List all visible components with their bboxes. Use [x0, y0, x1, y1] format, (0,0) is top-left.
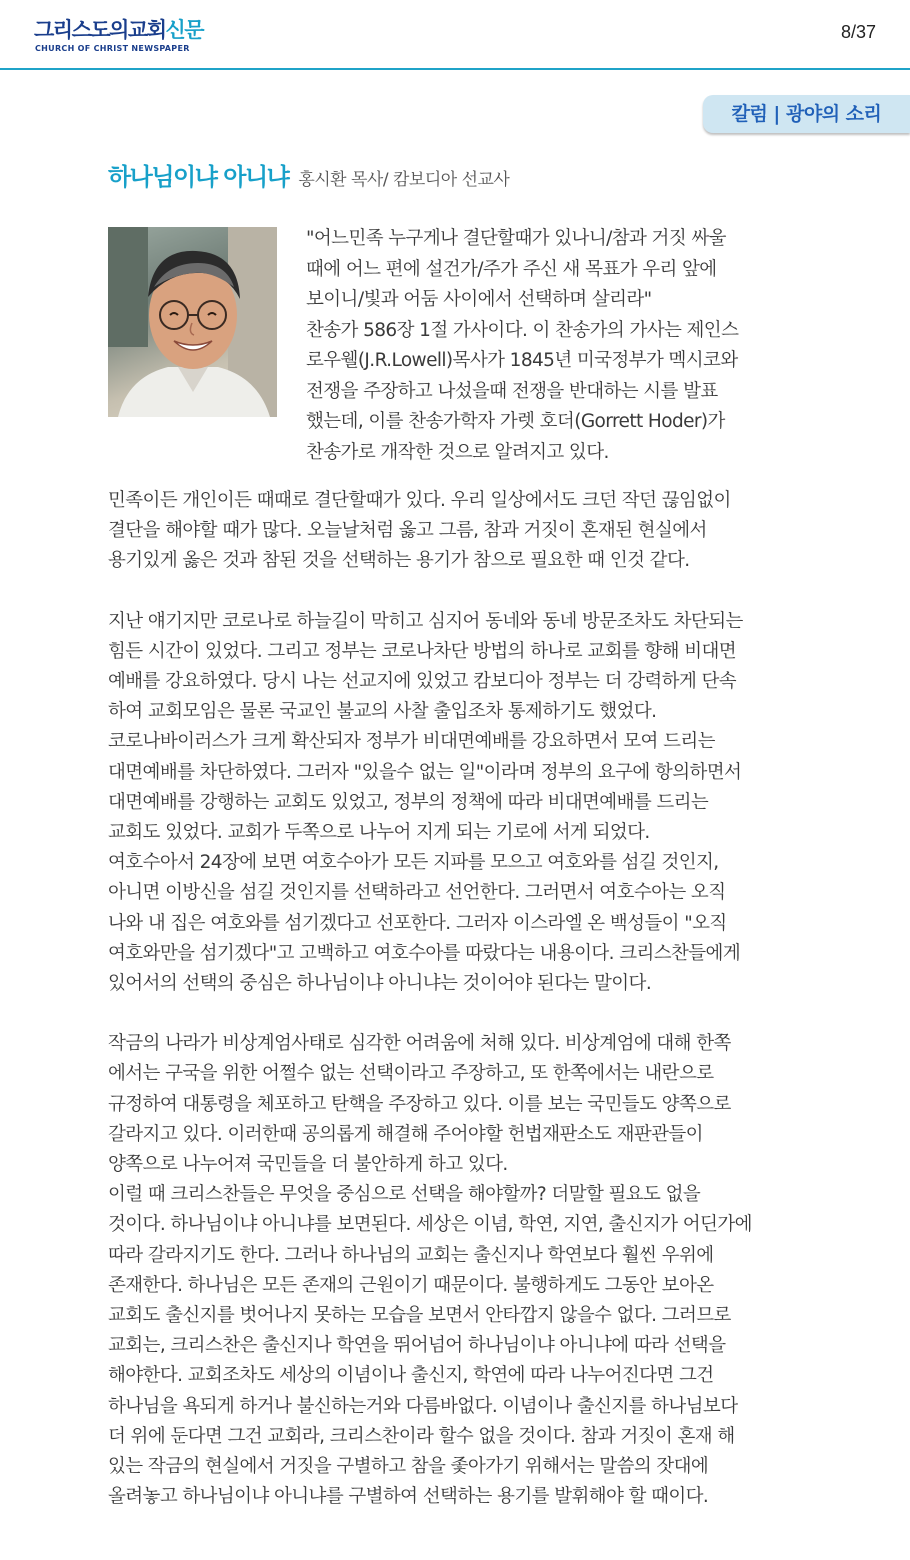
text-line: 교회도 있었다. 교회가 두쪽으로 나누어 지게 되는 기로에 서게 되었다. — [108, 822, 650, 844]
text-line: 때에 어느 편에 설건가/주가 주신 새 목표가 우리 앞에 — [306, 258, 717, 280]
text-line: 찬송가 586장 1절 가사이다. 이 찬송가의 가사는 제인스 — [306, 319, 739, 341]
text-line: 하여 교회모임은 물론 국교인 불교의 사찰 출입조차 통제하기도 했었다. — [108, 701, 657, 723]
text-line: 해야한다. 교회조차도 세상의 이념이나 출신지, 학연에 따라 나누어진다면 그건 — [108, 1365, 714, 1387]
page-number: 8/37 — [840, 22, 876, 42]
article-title: 하나님이냐 아니냐 — [108, 163, 289, 191]
paragraph-3 — [108, 1029, 813, 1512]
article-body — [108, 486, 813, 1513]
page-header — [0, 0, 910, 68]
header-divider — [0, 68, 910, 70]
author-photo — [108, 227, 277, 417]
section-tag: 칼럼 | 광야의 소리 — [703, 95, 910, 133]
article-heading — [108, 157, 509, 192]
newspaper-logo[interactable] — [34, 18, 203, 42]
text-line: 예배를 강요하였다. 당시 나는 선교지에 있었고 캄보디아 정부는 더 강력하게 단속 — [108, 671, 737, 693]
text-line: 보이니/빛과 어둠 사이에서 선택하며 살리라" — [306, 289, 652, 310]
text-line: 용기있게 옳은 것과 참된 것을 선택하는 용기가 참으로 필요한 때 인것 같다. — [108, 550, 690, 572]
text-line: 나와 내 집은 여호와를 섬기겠다고 선포한다. 그러자 이스라엘 온 백성들이 "오직 — [108, 912, 727, 934]
text-line: 힘든 시간이 있었다. 그리고 정부는 코로나차단 방법의 하나로 교회를 향해 비대면 — [108, 640, 737, 662]
text-line: 하나님을 욕되게 하거나 불신하는거와 다름바없다. 이념이나 출신지를 하나님보다 — [108, 1395, 738, 1417]
text-line: 올려놓고 하나님이냐 아니냐를 구별하여 선택하는 용기를 발휘해야 할 때이다. — [108, 1486, 709, 1508]
text-line: 지난 얘기지만 코로나로 하늘길이 막히고 심지어 동네와 동네 방문조차도 차단되는 — [108, 610, 743, 632]
text-line: 민족이든 개인이든 때때로 결단할때가 있다. 우리 일상에서도 크던 작던 끊임없이 — [108, 490, 731, 511]
text-line: 규정하여 대통령을 체포하고 탄핵을 주장하고 있다. 이를 보는 국민들도 양쪽으로 — [108, 1093, 731, 1115]
text-line: 있어서의 선택의 중심은 하나님이냐 아니냐는 것이어야 된다는 말이다. — [108, 973, 652, 995]
text-line: 교회는, 크리스찬은 출신지나 학연을 뛰어넘어 하나님이냐 아니냐에 따라 선택을 — [108, 1335, 726, 1357]
text-line: 로우웰(J.R.Lowell)목사가 1845년 미국정부가 멕시코와 — [306, 350, 738, 371]
text-line: 결단을 해야할 때가 많다. 오늘날처럼 옳고 그름, 참과 거짓이 혼재된 현실에서 — [108, 520, 707, 542]
text-line: 했는데, 이를 찬송가학자 가렛 호더(Gorrett Hoder)가 — [306, 411, 725, 432]
author-portrait-illustration — [108, 227, 277, 417]
text-line: 전쟁을 주장하고 나섰을때 전쟁을 반대하는 시를 발표 — [306, 380, 718, 402]
text-line: 이럴 때 크리스찬들은 무엇을 중심으로 선택을 해야할까? 더말할 필요도 없을 — [108, 1184, 701, 1206]
text-line: 있는 작금의 현실에서 거짓을 구별하고 참을 좇아가기 위해서는 말씀의 잣대에 — [108, 1456, 709, 1478]
text-line: 대면예배를 강행하는 교회도 있었고, 정부의 정책에 따라 비대면예배를 드리는 — [108, 791, 709, 813]
text-line: 갈라지고 있다. 이러한때 공의롭게 해결해 주어야할 헌법재판소도 재판관들이 — [108, 1123, 703, 1145]
paragraph-gap — [108, 577, 813, 607]
logo-korean-main: 그리스도의교회 — [34, 18, 166, 42]
text-line: 따라 갈라지기도 한다. 그러나 하나님의 교회는 출신지나 학연보다 훨씬 우위에 — [108, 1244, 714, 1266]
logo-korean-accent: 신문 — [165, 18, 204, 42]
text-line: 작금의 나라가 비상계엄사태로 심각한 어려움에 처해 있다. 비상계엄에 대해 한쪽 — [108, 1033, 731, 1055]
text-line: 대면예배를 차단하였다. 그러자 "있을수 없는 일"이라며 정부의 요구에 항의하면서 — [108, 761, 742, 783]
article-byline: 홍시환 목사/ 캄보디아 선교사 — [298, 170, 510, 190]
logo-english: CHURCH OF CHRIST NEWSPAPER — [35, 44, 190, 53]
text-line: 존재한다. 하나님은 모든 존재의 근원이기 때문이다. 불행하게도 그동안 보아온 — [108, 1274, 714, 1296]
paragraph-1 — [108, 486, 813, 577]
paragraph-gap — [108, 999, 813, 1029]
text-line: 교회도 출신지를 벗어나지 못하는 모습을 보면서 안타깝지 않을수 없다. 그러므로 — [108, 1305, 731, 1327]
text-line: 더 위에 둔다면 그건 교회라, 크리스찬이라 할수 없을 것이다. 참과 거짓이 혼재 해 — [108, 1425, 735, 1447]
text-line: 코로나바이러스가 크게 확산되자 정부가 비대면예배를 강요하면서 모여 드리는 — [108, 731, 715, 753]
text-line: 찬송가로 개작한 것으로 알려지고 있다. — [306, 441, 609, 463]
text-line: 에서는 구국을 위한 어쩔수 없는 선택이라고 주장하고, 또 한쪽에서는 내란으로 — [108, 1063, 714, 1085]
text-line: 여호수아서 24장에 보면 여호수아가 모든 지파를 모으고 여호와를 섬길 것인지, — [108, 852, 719, 874]
text-line: 여호와만을 섬기겠다"고 고백하고 여호수아를 따랐다는 내용이다. 크리스찬들에게 — [108, 942, 741, 964]
paragraph-2 — [108, 607, 813, 1000]
text-line: "어느민족 누구게나 결단할때가 있나니/참과 거짓 싸울 — [306, 228, 726, 249]
intro-text — [306, 224, 826, 468]
text-line: 아니면 이방신을 섬길 것인지를 선택하라고 선언한다. 그러면서 여호수아는 오직 — [108, 882, 726, 904]
text-line: 것이다. 하나님이냐 아니냐를 보면된다. 세상은 이념, 학연, 지연, 출신지가 어딘가에 — [108, 1214, 752, 1236]
text-line: 양쪽으로 나누어져 국민들을 더 불안하게 하고 있다. — [108, 1154, 508, 1176]
